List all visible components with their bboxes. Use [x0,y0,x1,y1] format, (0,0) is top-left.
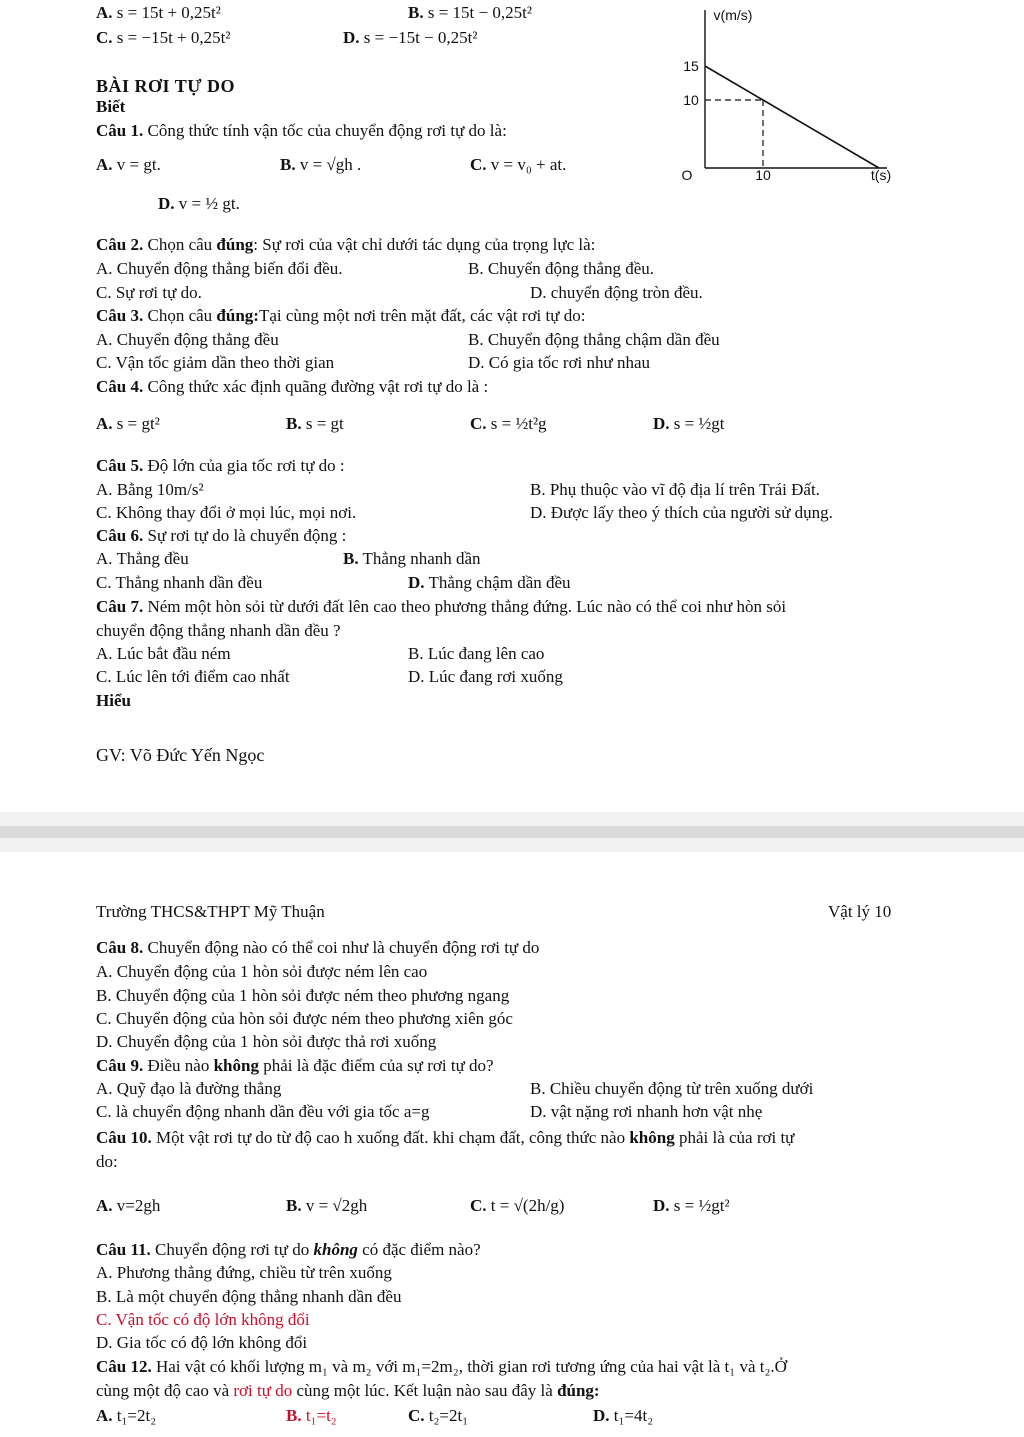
q11-d: D. Gia tốc có độ lớn không đổi [96,1333,308,1352]
q7-d: D. Lúc đang rơi xuống [408,667,563,686]
q9-a: A. Quỹ đạo là đường thẳng [96,1079,282,1098]
subject-name: Vật lý 10 [828,902,892,921]
q7-a: A. Lúc bắt đầu ném [96,644,231,663]
level-biet: Biết [96,97,126,116]
teacher-name: GV: Võ Đức Yến Ngọc [96,745,265,765]
q3-b: B. Chuyển động thẳng chậm dần đều [468,330,720,349]
q8-b: B. Chuyển động của 1 hòn sỏi được ném theo phương ngang [96,986,510,1005]
q2-stem: Câu 2. Chọn câu đúng: Sự rơi của vật chỉ dưới tác dụng của trọng lực là: [96,235,596,254]
q11-c: C. Vận tốc có độ lớn không đổi [96,1310,310,1329]
q1-stem: Câu 1. Công thức tính vận tốc của chuyển động rơi tự do là: [96,121,507,140]
q6-stem: Câu 6. Sự rơi tự do là chuyển động : [96,526,347,545]
q8-d: D. Chuyển động của 1 hòn sỏi được thả rơi xuống [96,1032,437,1051]
option-b: B. s = 15t − 0,25t² [408,3,532,22]
q7-stem-cont: chuyển động thẳng nhanh dần đều ? [96,621,341,640]
q10-b: B. v = √2gh [286,1196,368,1215]
q5-stem: Câu 5. Độ lớn của gia tốc rơi tự do : [96,456,345,475]
q12-d: D. t₁=4t₂ [593,1406,654,1425]
q12-stem-cont: cùng một độ cao và rơi tự do cùng một lúc. Kết luận nào sau đây là đúng: [96,1381,600,1400]
q10-stem-cont: do: [96,1152,118,1171]
q6-d: D. Thẳng chậm dần đều [408,573,571,592]
q4-d: D. s = ½gt [653,414,725,433]
q5-b: B. Phụ thuộc vào vĩ độ địa lí trên Trái Đất. [530,480,820,499]
q1-c: C. v = v₀ + at. [470,155,567,174]
q1-a: A. v = gt. [96,155,161,174]
q9-c: C. là chuyển động nhanh dần đều với gia tốc a=g [96,1102,430,1121]
section-title: BÀI RƠI TỰ DO [96,76,236,96]
q2-b: B. Chuyển động thẳng đều. [468,259,655,278]
q8-a: A. Chuyển động của 1 hòn sỏi được ném lên cao [96,962,428,981]
q6-c: C. Thẳng nhanh dần đều [96,573,263,592]
q10-d: D. s = ½gt² [653,1196,730,1215]
q11-a: A. Phương thẳng đứng, chiều từ trên xuống [96,1263,392,1282]
q10-a: A. v=2gh [96,1196,161,1215]
option-c: C. s = −15t + 0,25t² [96,28,231,47]
velocity-line [705,66,879,168]
q4-b: B. s = gt [286,414,344,433]
q3-stem: Câu 3. Chọn câu đúng:Tại cùng một nơi trên mặt đất, các vật rơi tự do: [96,306,586,325]
q2-d: D. chuyển động tròn đều. [530,283,703,302]
y-tick-10: 10 [683,92,699,108]
q7-stem: Câu 7. Ném một hòn sỏi từ dưới đất lên cao theo phương thẳng đứng. Lúc nào có thể coi như hòn sỏi [96,597,787,616]
q11-stem: Câu 11. Chuyển động rơi tự do không có đặc điểm nào? [96,1240,481,1259]
q11-b: B. Là một chuyển động thẳng nhanh dần đều [96,1287,402,1306]
q4-a: A. s = gt² [96,414,160,433]
q5-d: D. Được lấy theo ý thích của người sử dụng. [530,503,833,522]
x-axis-label: t(s) [870,167,892,183]
q4-c: C. s = ½t²g [470,414,547,433]
page-divider [0,826,1024,838]
q6-b: B. Thẳng nhanh dần [343,549,481,568]
q7-b: B. Lúc đang lên cao [408,644,545,663]
q12-b: B. t₁=t₂ [286,1406,337,1425]
q12-a: A. t₁=2t₂ [96,1406,157,1425]
q8-c: C. Chuyển động của hòn sỏi được ném theo phương xiên góc [96,1009,513,1028]
q12-c: C. t₂=2t₁ [408,1406,469,1425]
q2-a: A. Chuyển động thẳng biến đổi đều. [96,259,343,278]
x-tick-10: 10 [755,167,771,183]
option-a: A. s = 15t + 0,25t² [96,3,221,22]
option-d: D. s = −15t − 0,25t² [343,28,478,47]
q12-stem: Câu 12. Hai vật có khối lượng m₁ và m₂ với m₁=2m₂, thời gian rơi tương ứng của hai vật là t₁ và t₂.Ở [96,1357,787,1376]
q10-stem: Câu 10. Một vật rơi tự do từ độ cao h xuống đất. khi chạm đất, công thức nào không phải là của rơi tự [96,1128,795,1147]
q10-c: C. t = √(2h/g) [470,1196,565,1215]
q1-d: D. v = ½ gt. [158,194,240,213]
y-tick-15: 15 [683,58,699,74]
q7-c: C. Lúc lên tới điểm cao nhất [96,667,290,686]
origin-label: O [681,167,693,183]
q3-c: C. Vận tốc giảm dần theo thời gian [96,353,335,372]
q5-a: A. Bằng 10m/s² [96,480,204,499]
school-name: Trường THCS&THPT Mỹ Thuận [96,902,325,921]
level-hieu: Hiểu [96,691,131,710]
y-axis-label: v(m/s) [713,7,753,23]
q9-b: B. Chiều chuyển động từ trên xuống dưới [530,1079,814,1098]
q8-stem: Câu 8. Chuyển động nào có thể coi như là chuyển động rơi tự do [96,938,540,957]
q3-d: D. Có gia tốc rơi như nhau [468,353,651,372]
q1-b: B. v = √gh . [280,155,362,174]
q3-a: A. Chuyển động thẳng đều [96,330,279,349]
q9-stem: Câu 9. Điều nào không phải là đặc điểm của sự rơi tự do? [96,1056,494,1075]
q9-d: D. vật nặng rơi nhanh hơn vật nhẹ [530,1102,763,1121]
q2-c: C. Sự rơi tự do. [96,283,202,302]
velocity-time-graph [665,0,895,190]
q4-stem: Câu 4. Công thức xác định quãng đường vật rơi tự do là : [96,377,489,396]
q6-a: A. Thẳng đều [96,549,189,568]
q5-c: C. Không thay đổi ở mọi lúc, mọi nơi. [96,503,357,522]
